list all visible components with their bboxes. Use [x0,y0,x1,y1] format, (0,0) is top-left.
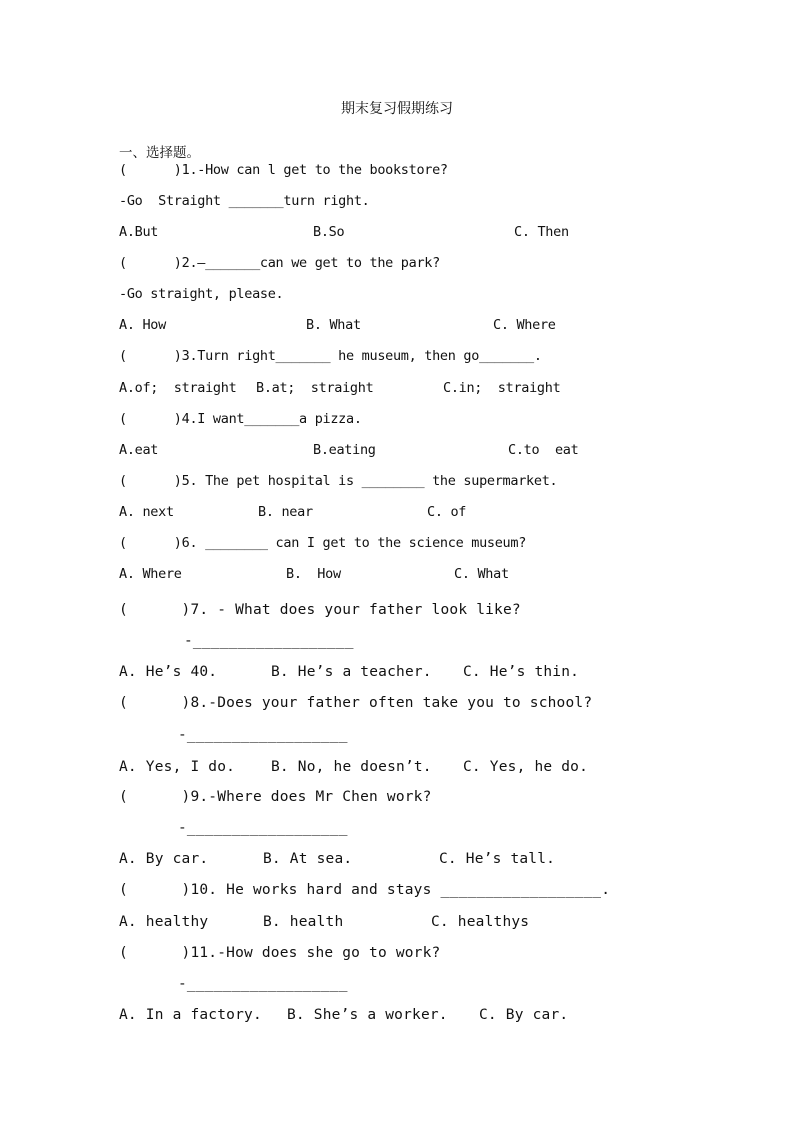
question-stem: ( )2.—_______can we get to the park? [119,255,440,271]
option-c: C.in; straight [443,380,561,396]
option-c: C. He’s tall. [439,851,556,867]
option-b: B.eating [313,442,376,458]
question-sub: -Go Straight _______turn right. [119,193,370,209]
question-stem: ( )7. - What does your father look like? [119,602,521,618]
option-b: B. health [263,914,344,930]
question-stem: ( )5. The pet hospital is ________ the supermarket. [119,473,558,489]
option-b: B. She’s a worker. [287,1007,448,1023]
question-sub: -Go straight, please. [119,286,284,302]
question-stem: ( )9.-Where does Mr Chen work? [119,789,432,805]
option-b: B. He’s a teacher. [271,664,432,680]
option-a: A.eat [119,442,159,458]
option-a: A. In a factory. [119,1007,262,1023]
option-b: B. What [306,317,361,333]
option-a: A. By car. [119,851,209,867]
option-a: A. Yes, I do. [119,759,236,775]
answer-blank: -__________________ [178,976,348,992]
option-a: A.But [119,224,159,240]
option-c: C. He’s thin. [463,664,580,680]
page-title: 期末复习假期练习 [341,101,453,117]
answer-blank: -__________________ [178,820,348,836]
question-stem: ( )3.Turn right_______ he museum, then go_______. [119,348,542,364]
option-c: C. By car. [479,1007,569,1023]
answer-blank: -__________________ [178,727,348,743]
option-b: B. How [286,566,341,582]
option-c: C. healthys [431,914,530,930]
option-a: A. healthy [119,914,209,930]
option-c: C. Then [514,224,569,240]
option-a: A. How [119,317,166,333]
option-c: C. What [454,566,509,582]
option-c: C.to eat [508,442,579,458]
answer-blank: -__________________ [184,633,354,649]
question-stem: ( )1.-How can l get to the bookstore? [119,162,448,178]
option-c: C. of [427,504,467,520]
option-c: C. Where [493,317,556,333]
option-a: A. next [119,504,174,520]
option-b: B. At sea. [263,851,353,867]
question-stem: ( )11.-How does she go to work? [119,945,441,961]
option-b: B.at; straight [256,380,374,396]
question-stem: ( )6. ________ can I get to the science museum? [119,535,527,551]
option-b: B. near [258,504,313,520]
question-stem: ( )10. He works hard and stays __________________. [119,882,611,898]
option-a: A.of; straight [119,380,237,396]
question-stem: ( )4.I want_______a pizza. [119,411,362,427]
option-a: A. He’s 40. [119,664,218,680]
option-c: C. Yes, he do. [463,759,589,775]
option-b: B.So [313,224,345,240]
section-heading: 一、选择题。 [119,145,200,161]
question-stem: ( )8.-Does your father often take you to school? [119,695,593,711]
option-a: A. Where [119,566,182,582]
option-b: B. No, he doesn’t. [271,759,432,775]
